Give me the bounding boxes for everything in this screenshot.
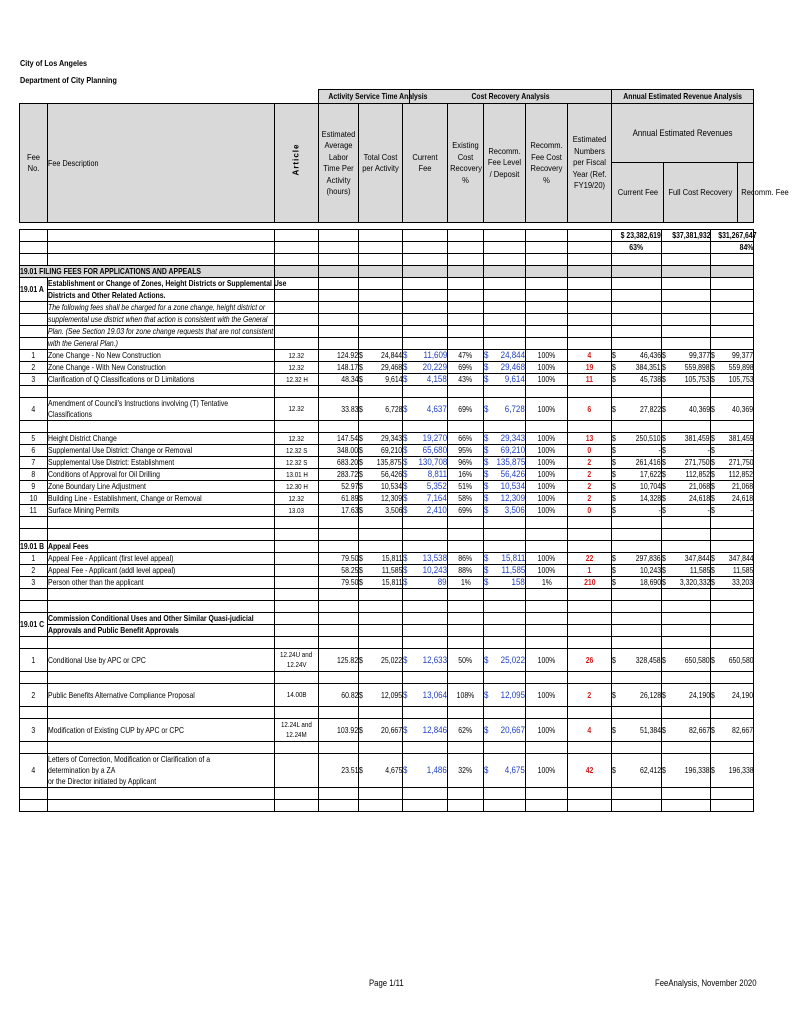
- recomm-fee: 6,728: [491, 398, 526, 421]
- current-fee: 11,609: [410, 350, 448, 362]
- rev-recomm: 11,585: [718, 565, 754, 577]
- rev-current: 62,412: [620, 754, 662, 788]
- recomm-recovery: 100%: [526, 362, 568, 374]
- recomm-fee: 158: [491, 577, 526, 589]
- rev-full: 99,377: [669, 350, 711, 362]
- recomm-fee: 11,585: [491, 565, 526, 577]
- recomm-fee: 12,095: [491, 684, 526, 707]
- article: 13.03: [275, 505, 319, 517]
- rev-recomm: 21,068: [718, 481, 754, 493]
- labor-hours: 103.92: [319, 719, 359, 742]
- total-cost: 10,534: [366, 481, 403, 493]
- recomm-recovery: 100%: [526, 481, 568, 493]
- total-cost: 4,675: [366, 754, 403, 788]
- total-cost: 24,844: [366, 350, 403, 362]
- total-cost: 29,343: [366, 433, 403, 445]
- table-row: 7 Supplemental Use District: Establishment 12.32 S 683.20 $ 135,875 $ 130,708 96% $ 135,875 100% 2 $ 261,416 $ 271,750 $ 271,750: [20, 457, 754, 469]
- article: 12.24U and 12.24V: [275, 649, 319, 672]
- col-desc: Fee Description: [48, 104, 275, 223]
- fee-no: 3: [20, 374, 48, 386]
- fee-description: Public Benefits Alternative Compliance Proposal: [48, 684, 275, 707]
- recomm-recovery: 100%: [526, 649, 568, 672]
- table-row: 3 Modification of Existing CUP by APC or CPC 12.24L and 12.24M 103.92 $ 20,667 $ 12,846 62% $ 20,667 100% 4 $ 51,384 $ 82,667 $ 82,667: [20, 719, 754, 742]
- rev-current: 250,510: [620, 433, 662, 445]
- existing-recovery: 66%: [448, 433, 484, 445]
- recomm-recovery: 100%: [526, 469, 568, 481]
- current-fee: 5,352: [410, 481, 448, 493]
- fee-description: Zone Change - No New Construction: [48, 350, 275, 362]
- article: 12.32 H: [275, 374, 319, 386]
- fee-description: Letters of Correction, Modification or Clarification of a determination by a ZA or the Director initiated by Applicant: [48, 754, 275, 788]
- file-name: FeeAnalysis, November 2020: [655, 978, 757, 988]
- recomm-recovery: 100%: [526, 684, 568, 707]
- fee-description: Zone Boundary Line Adjustment: [48, 481, 275, 493]
- rev-full: 347,844: [669, 553, 711, 565]
- fee-no: 4: [20, 398, 48, 421]
- existing-recovery: 108%: [448, 684, 484, 707]
- est-numbers: 2: [568, 493, 612, 505]
- rev-full: 24,618: [669, 493, 711, 505]
- org-dept: Department of City Planning: [20, 75, 117, 85]
- est-numbers: 42: [568, 754, 612, 788]
- recomm-recovery: 100%: [526, 553, 568, 565]
- current-fee: 20,229: [410, 362, 448, 374]
- current-fee: 2,410: [410, 505, 448, 517]
- col-total-cost: Total Cost per Activity: [359, 104, 403, 223]
- org-city: City of Los Angeles: [20, 58, 87, 68]
- recomm-fee: 12,309: [491, 493, 526, 505]
- rev-full: 559,898: [669, 362, 711, 374]
- fee-no: 1: [20, 553, 48, 565]
- article: [275, 565, 319, 577]
- labor-hours: 61.89: [319, 493, 359, 505]
- labor-hours: 79.50: [319, 553, 359, 565]
- rev-full: 271,750: [669, 457, 711, 469]
- sub-a-note-line: The following fees shall be charged for a zone change, height district or: [48, 302, 275, 314]
- rev-current: 17,622: [620, 469, 662, 481]
- current-fee: 19,270: [410, 433, 448, 445]
- sub-a-note-line: with the General Plan.): [48, 338, 275, 350]
- rev-recomm: -: [718, 505, 754, 517]
- est-numbers: 19: [568, 362, 612, 374]
- fee-no: 2: [20, 362, 48, 374]
- fee-description: Supplemental Use District: Establishment: [48, 457, 275, 469]
- fee-no: 5: [20, 433, 48, 445]
- est-numbers: 1: [568, 565, 612, 577]
- col-recomm-fee: Recomm. Fee Level / Deposit: [484, 104, 526, 223]
- recomm-recovery: 100%: [526, 445, 568, 457]
- labor-hours: 23.51: [319, 754, 359, 788]
- labor-hours: 17.63: [319, 505, 359, 517]
- rev-full: 3,320,332: [669, 577, 711, 589]
- sub-a-title-2: Districts and Other Related Actions.: [48, 290, 275, 302]
- total-cost: 6,728: [366, 398, 403, 421]
- article: [275, 754, 319, 788]
- fee-no: 7: [20, 457, 48, 469]
- group-annual: Annual Estimated Revenue Analysis: [612, 90, 754, 104]
- fee-description: Conditional Use by APC or CPC: [48, 649, 275, 672]
- labor-hours: 147.54: [319, 433, 359, 445]
- rev-recomm: 24,618: [718, 493, 754, 505]
- existing-recovery: 86%: [448, 553, 484, 565]
- labor-hours: 283.72: [319, 469, 359, 481]
- total-cost: 25,022: [366, 649, 403, 672]
- sub-a-title-1: Establishment or Change of Zones, Height Districts or Supplemental Use: [48, 279, 287, 288]
- est-numbers: 11: [568, 374, 612, 386]
- table-row: 11 Surface Mining Permits 13.03 17.63 $ 3,506 $ 2,410 69% $ 3,506 100% 0 $ - $ - $ -: [20, 505, 754, 517]
- total-cost: 12,309: [366, 493, 403, 505]
- current-fee: 1,486: [410, 754, 448, 788]
- est-numbers: 0: [568, 445, 612, 457]
- est-numbers: 2: [568, 469, 612, 481]
- fee-no: 9: [20, 481, 48, 493]
- existing-recovery: 95%: [448, 445, 484, 457]
- recomm-recovery: 100%: [526, 350, 568, 362]
- rev-current: 46,436: [620, 350, 662, 362]
- rev-current: 14,328: [620, 493, 662, 505]
- rev-recomm: 24,190: [718, 684, 754, 707]
- rev-full: 24,190: [669, 684, 711, 707]
- article: 12.32: [275, 433, 319, 445]
- rev-recomm: 99,377: [718, 350, 754, 362]
- recomm-recovery: 100%: [526, 433, 568, 445]
- rev-full: -: [669, 505, 711, 517]
- labor-hours: 79.50: [319, 577, 359, 589]
- existing-recovery: 62%: [448, 719, 484, 742]
- fee-no: 8: [20, 469, 48, 481]
- existing-recovery: 69%: [448, 362, 484, 374]
- total-cost: 12,095: [366, 684, 403, 707]
- rev-full: 381,459: [669, 433, 711, 445]
- existing-recovery: 16%: [448, 469, 484, 481]
- est-numbers: 22: [568, 553, 612, 565]
- col-est-numbers: Estimated Numbers per Fiscal Year (Ref. FY19/20): [568, 104, 612, 223]
- current-fee: 12,846: [410, 719, 448, 742]
- fee-no: 4: [20, 754, 48, 788]
- fee-description: Zone Change - With New Construction: [48, 362, 275, 374]
- rev-recomm: 347,844: [718, 553, 754, 565]
- recomm-recovery: 100%: [526, 565, 568, 577]
- rev-full: 650,580: [669, 649, 711, 672]
- table-row: 4 Amendment of Council's Instructions involving (T) Tentative Classifications 12.32 33.83 $ 6,728 $ 4,637 69% $ 6,728 100% 6 $ 27,822 $ 40,369 $ 40,369: [20, 398, 754, 421]
- table-row: 2 Zone Change - With New Construction 12.32 148.17 $ 29,468 $ 20,229 69% $ 29,468 100% 19 $ 384,351 $ 559,898 $ 559,898: [20, 362, 754, 374]
- sub-a-no: 19.01 A: [20, 278, 48, 302]
- recomm-recovery: 100%: [526, 493, 568, 505]
- current-fee: 4,637: [410, 398, 448, 421]
- rev-recomm: 82,667: [718, 719, 754, 742]
- labor-hours: 348.00: [319, 445, 359, 457]
- article: 12.32 S: [275, 457, 319, 469]
- est-numbers: 4: [568, 350, 612, 362]
- recomm-fee: 135,875: [491, 457, 526, 469]
- sub-a-note-line: supplemental use district when that action is consistent with the General: [48, 314, 275, 326]
- col-recomm-recovery: Recomm. Fee Cost Recovery %: [526, 104, 568, 223]
- rev-current: 45,738: [620, 374, 662, 386]
- total-cost: 9,614: [366, 374, 403, 386]
- rev-current: 297,836: [620, 553, 662, 565]
- table-row: 10 Building Line - Establishment, Change or Removal 12.32 61.89 $ 12,309 $ 7,164 58% $ 12,309 100% 2 $ 14,328 $ 24,618 $ 24,618: [20, 493, 754, 505]
- total-cost: 20,667: [366, 719, 403, 742]
- col-article: Article: [275, 104, 319, 223]
- recomm-fee: 29,343: [491, 433, 526, 445]
- article: 13.01 H: [275, 469, 319, 481]
- col-current-fee: Current Fee: [403, 104, 448, 223]
- fee-no: 3: [20, 719, 48, 742]
- recomm-recovery: 100%: [526, 754, 568, 788]
- col-fee-no: Fee No.: [20, 104, 48, 223]
- current-fee: 12,633: [410, 649, 448, 672]
- existing-recovery: 47%: [448, 350, 484, 362]
- est-numbers: 0: [568, 505, 612, 517]
- rev-recomm: 381,459: [718, 433, 754, 445]
- rev-recomm: 650,580: [718, 649, 754, 672]
- article: 12.32: [275, 350, 319, 362]
- existing-recovery: 96%: [448, 457, 484, 469]
- recomm-fee: 3,506: [491, 505, 526, 517]
- est-numbers: 4: [568, 719, 612, 742]
- est-numbers: 13: [568, 433, 612, 445]
- group-activity: Activity Service Time Analysis: [319, 90, 410, 104]
- labor-hours: 125.82: [319, 649, 359, 672]
- rev-recomm: 105,753: [718, 374, 754, 386]
- table-row: 2 Public Benefits Alternative Compliance Proposal 14.00B 60.82 $ 12,095 $ 13,064 108% $ 12,095 100% 2 $ 26,128 $ 24,190 $ 24,190: [20, 684, 754, 707]
- article: [275, 553, 319, 565]
- rev-full: 82,667: [669, 719, 711, 742]
- recomm-recovery: 100%: [526, 457, 568, 469]
- fee-analysis-table: [19, 89, 789, 812]
- fee-no: 3: [20, 577, 48, 589]
- table-row: 2 Appeal Fee - Applicant (addl level appeal) 58.25 $ 11,585 $ 10,243 88% $ 11,585 100% 1 $ 10,243 $ 11,585 $ 11,585: [20, 565, 754, 577]
- fee-description: Appeal Fee - Applicant (addl level appeal): [48, 565, 275, 577]
- recomm-fee: 29,468: [491, 362, 526, 374]
- current-fee: 10,243: [410, 565, 448, 577]
- col-annual-revenues: Annual Estimated Revenues Current Fee Full Cost Recovery Recomm. Fee: [612, 104, 754, 223]
- article: 12.24L and 12.24M: [275, 719, 319, 742]
- recomm-fee: 10,534: [491, 481, 526, 493]
- fee-no: 2: [20, 684, 48, 707]
- fee-no: 1: [20, 649, 48, 672]
- est-numbers: 210: [568, 577, 612, 589]
- table-row: 3 Clarification of Q Classifications or D Limitations 12.32 H 48.34 $ 9,614 $ 4,158 43% $ 9,614 100% 11 $ 45,738 $ 105,753 $ 105,753: [20, 374, 754, 386]
- labor-hours: 683.20: [319, 457, 359, 469]
- fee-description: Clarification of Q Classifications or D Limitations: [48, 374, 275, 386]
- fee-description: Modification of Existing CUP by APC or CPC: [48, 719, 275, 742]
- table-row: 6 Supplemental Use District: Change or Removal 12.32 S 348.00 $ 69,210 $ 65,680 95% $ 69,210 100% 0 $ - $ - $ -: [20, 445, 754, 457]
- labor-hours: 48.34: [319, 374, 359, 386]
- current-fee: 8,811: [410, 469, 448, 481]
- existing-recovery: 50%: [448, 649, 484, 672]
- fee-description: Surface Mining Permits: [48, 505, 275, 517]
- table-row: 4 Letters of Correction, Modification or Clarification of a determination by a ZA or the Director initiated by Applicant 23.51 $ 4,675 $ 1,486 32% $ 4,675 100% 42 $ 62,412 $ 196,338 $ 196,338: [20, 754, 754, 788]
- labor-hours: 60.82: [319, 684, 359, 707]
- total-current: $ 23,382,619: [612, 230, 662, 242]
- total-cost: 56,426: [366, 469, 403, 481]
- rev-current: 384,351: [620, 362, 662, 374]
- rev-recomm: 271,750: [718, 457, 754, 469]
- total-cost: 135,875: [366, 457, 403, 469]
- labor-hours: 33.83: [319, 398, 359, 421]
- rev-recomm: 40,369: [718, 398, 754, 421]
- fee-description: Height District Change: [48, 433, 275, 445]
- sub-b-title: Appeal Fees: [48, 541, 275, 553]
- rev-full: 40,369: [669, 398, 711, 421]
- article: 12.32 S: [275, 445, 319, 457]
- sub-a-note-line: Plan. (See Section 19.03 for zone change requests that are not consistent: [48, 327, 274, 336]
- fee-description: Appeal Fee - Applicant (first level appeal): [48, 553, 275, 565]
- recomm-fee: 56,426: [491, 469, 526, 481]
- rev-current: 27,822: [620, 398, 662, 421]
- table-row: 1 Appeal Fee - Applicant (first level appeal) 79.50 $ 15,811 $ 13,538 86% $ 15,811 100% 22 $ 297,836 $ 347,844 $ 347,844: [20, 553, 754, 565]
- group-cost: Cost Recovery Analysis: [410, 90, 612, 104]
- rev-current: 261,416: [620, 457, 662, 469]
- existing-recovery: 58%: [448, 493, 484, 505]
- existing-recovery: 69%: [448, 398, 484, 421]
- rev-full: 112,852: [669, 469, 711, 481]
- rev-current: 26,128: [620, 684, 662, 707]
- article: 12.32: [275, 398, 319, 421]
- recomm-recovery: 100%: [526, 374, 568, 386]
- col-labor: Estimated Average Labor Time Per Activity (hours): [319, 104, 359, 223]
- total-cost: 3,506: [366, 505, 403, 517]
- article: [275, 577, 319, 589]
- recomm-fee: 20,667: [491, 719, 526, 742]
- labor-hours: 58.25: [319, 565, 359, 577]
- rev-recomm: 33,203: [718, 577, 754, 589]
- table-row: 1 Conditional Use by APC or CPC 12.24U and 12.24V 125.82 $ 25,022 $ 12,633 50% $ 25,022 100% 26 $ 328,458 $ 650,580 $ 650,580: [20, 649, 754, 672]
- rev-current: -: [620, 445, 662, 457]
- sub-c-title-1: Commission Conditional Uses and Other Similar Quasi-judicial: [48, 613, 275, 625]
- existing-recovery: 1%: [448, 577, 484, 589]
- recomm-fee: 69,210: [491, 445, 526, 457]
- pct-current: 63%: [612, 242, 662, 254]
- recomm-recovery: 1%: [526, 577, 568, 589]
- fee-no: 10: [20, 493, 48, 505]
- rev-recomm: 559,898: [718, 362, 754, 374]
- recomm-fee: 25,022: [491, 649, 526, 672]
- sub-b-no: 19.01 B: [20, 541, 48, 553]
- fee-no: 2: [20, 565, 48, 577]
- table-row: 9 Zone Boundary Line Adjustment 12.30 H 52.97 $ 10,534 $ 5,352 51% $ 10,534 100% 2 $ 10,704 $ 21,068 $ 21,068: [20, 481, 754, 493]
- table-row: 8 Conditions of Approval for Oil Drilling 13.01 H 283.72 $ 56,426 $ 8,811 16% $ 56,426 100% 2 $ 17,622 $ 112,852 $ 112,852: [20, 469, 754, 481]
- recomm-recovery: 100%: [526, 398, 568, 421]
- existing-recovery: 69%: [448, 505, 484, 517]
- existing-recovery: 32%: [448, 754, 484, 788]
- sub-c-title-2: Approvals and Public Benefit Approvals: [48, 625, 275, 637]
- page-number: Page 1/11: [369, 978, 404, 988]
- est-numbers: 6: [568, 398, 612, 421]
- rev-current: -: [620, 505, 662, 517]
- recomm-fee: 15,811: [491, 553, 526, 565]
- existing-recovery: 88%: [448, 565, 484, 577]
- total-full: $37,381,932: [662, 230, 711, 242]
- fee-no: 11: [20, 505, 48, 517]
- current-fee: 13,538: [410, 553, 448, 565]
- est-numbers: 2: [568, 457, 612, 469]
- fee-description: Amendment of Council's Instructions involving (T) Tentative Classifications: [48, 398, 275, 421]
- rev-current: 328,458: [620, 649, 662, 672]
- article: 14.00B: [275, 684, 319, 707]
- rev-full: 21,068: [669, 481, 711, 493]
- rev-full: 11,585: [669, 565, 711, 577]
- rev-full: -: [669, 445, 711, 457]
- total-recomm: $31,267,647: [711, 230, 754, 242]
- total-cost: 15,811: [366, 553, 403, 565]
- col-existing-recovery: Existing Cost Recovery %: [448, 104, 484, 223]
- fee-description: Supplemental Use District: Change or Removal: [48, 445, 275, 457]
- pct-recomm: 84%: [711, 242, 754, 254]
- total-cost: 11,585: [366, 565, 403, 577]
- rev-recomm: 196,338: [718, 754, 754, 788]
- existing-recovery: 51%: [448, 481, 484, 493]
- rev-current: 10,704: [620, 481, 662, 493]
- table-row: 3 Person other than the applicant 79.50 $ 15,811 $ 89 1% $ 158 1% 210 $ 18,690 $ 3,320,332 $ 33,203: [20, 577, 754, 589]
- current-fee: 13,064: [410, 684, 448, 707]
- recomm-fee: 24,844: [491, 350, 526, 362]
- current-fee: 7,164: [410, 493, 448, 505]
- est-numbers: 2: [568, 684, 612, 707]
- fee-description: Person other than the applicant: [48, 577, 275, 589]
- labor-hours: 124.92: [319, 350, 359, 362]
- current-fee: 130,708: [410, 457, 448, 469]
- rev-recomm: 112,852: [718, 469, 754, 481]
- current-fee: 89: [410, 577, 448, 589]
- est-numbers: 26: [568, 649, 612, 672]
- total-cost: 69,210: [366, 445, 403, 457]
- total-cost: 15,811: [366, 577, 403, 589]
- rev-current: 51,384: [620, 719, 662, 742]
- rev-current: 18,690: [620, 577, 662, 589]
- recomm-fee: 4,675: [491, 754, 526, 788]
- est-numbers: 2: [568, 481, 612, 493]
- article: 12.32: [275, 362, 319, 374]
- total-cost: 29,468: [366, 362, 403, 374]
- sub-c-no: 19.01 C: [20, 613, 48, 637]
- recomm-recovery: 100%: [526, 719, 568, 742]
- rev-full: 196,338: [669, 754, 711, 788]
- current-fee: 4,158: [410, 374, 448, 386]
- rev-full: 105,753: [669, 374, 711, 386]
- existing-recovery: 43%: [448, 374, 484, 386]
- table-row: 1 Zone Change - No New Construction 12.32 124.92 $ 24,844 $ 11,609 47% $ 24,844 100% 4 $ 46,436 $ 99,377 $ 99,377: [20, 350, 754, 362]
- rev-recomm: -: [718, 445, 754, 457]
- recomm-fee: 9,614: [491, 374, 526, 386]
- fee-description: Conditions of Approval for Oil Drilling: [48, 469, 275, 481]
- recomm-recovery: 100%: [526, 505, 568, 517]
- article: 12.32: [275, 493, 319, 505]
- labor-hours: 52.97: [319, 481, 359, 493]
- section-title: 19.01 FILING FEES FOR APPLICATIONS AND APPEALS: [20, 266, 275, 278]
- article: 12.30 H: [275, 481, 319, 493]
- rev-current: 10,243: [620, 565, 662, 577]
- fee-no: 1: [20, 350, 48, 362]
- table-row: 5 Height District Change 12.32 147.54 $ 29,343 $ 19,270 66% $ 29,343 100% 13 $ 250,510 $ 381,459 $ 381,459: [20, 433, 754, 445]
- fee-description: Building Line - Establishment, Change or Removal: [48, 493, 275, 505]
- current-fee: 65,680: [410, 445, 448, 457]
- fee-no: 6: [20, 445, 48, 457]
- labor-hours: 148.17: [319, 362, 359, 374]
